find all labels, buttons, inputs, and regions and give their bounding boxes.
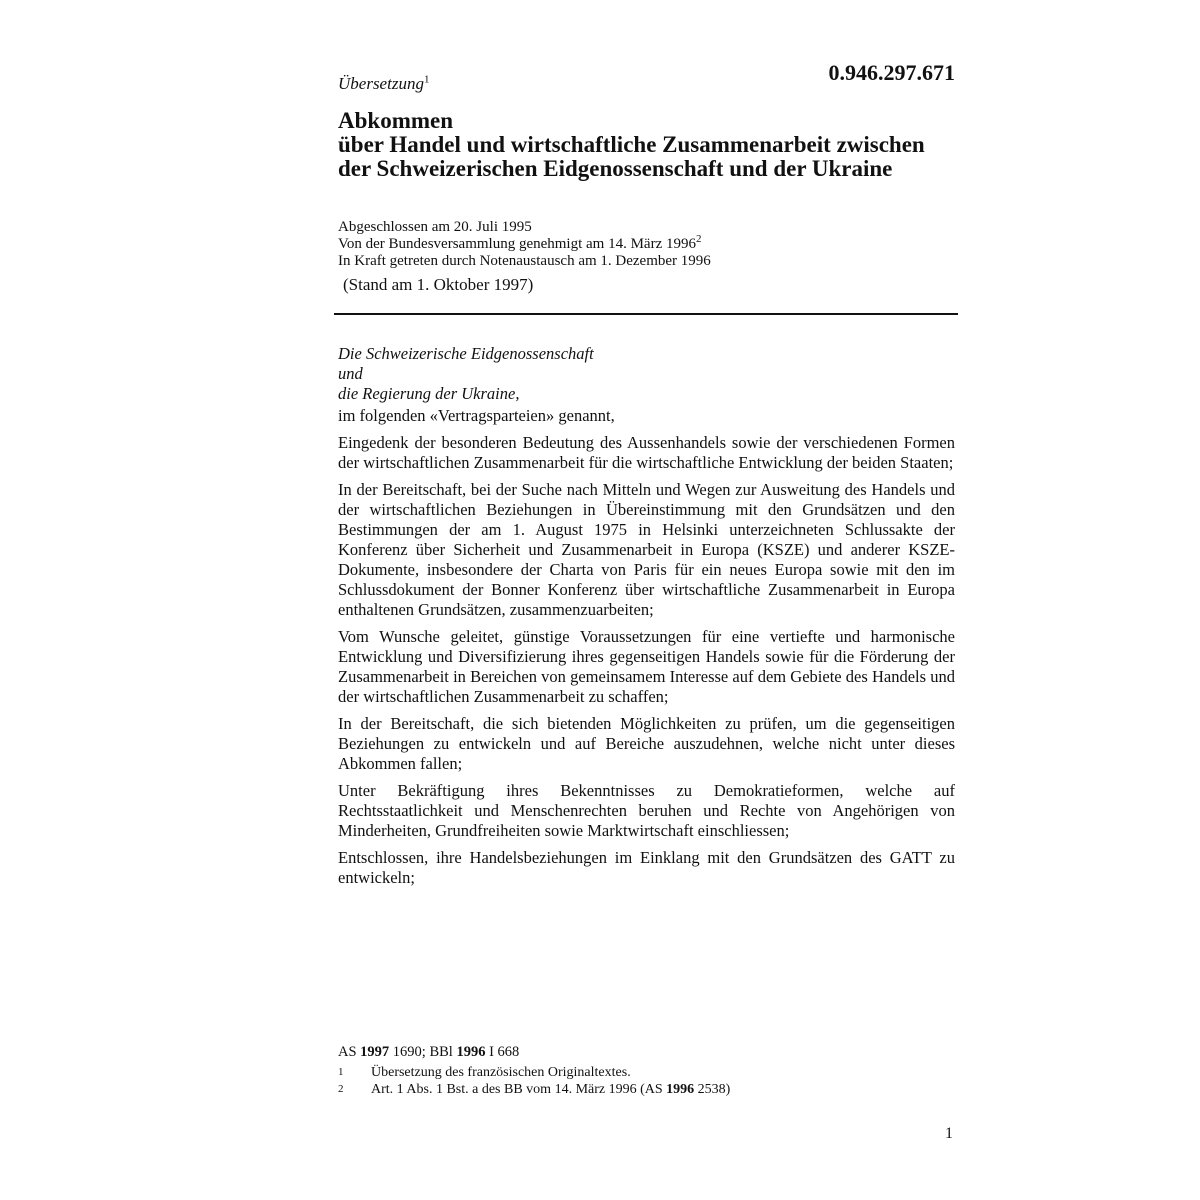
in-force-date: In Kraft getreten durch Notenaustausch am 1. Dezember 1996 [338,253,711,269]
footnotes [338,1064,730,1098]
preamble-paragraph: im folgenden «Vertragsparteien» genannt, [338,406,615,425]
footnote-number: 1 [338,1066,344,1078]
preamble-paragraph: In der Bereitschaft, bei der Suche nach Mitteln und Wegen zur Ausweitung des Handels und der wirtschaftlichen Beziehungen in Übereinstimmung mit den Grundsätzen und den Bestimmungen der am 1. August 1975 in Helsinki unterzeichneten Schlussakte der Konferenz über Sicherheit und Zusammenarbeit in Europa (KSZE) und anderer KSZE-Dokumente, insbesondere der Charta von Paris für ein neues Europa sowie mit den im Schlussdokument der Bonner Konferenz über wirtschaftliche Zusammenarbeit in Europa enthaltenen Grundsätzen, zusammenzuarbeiten; [338,480,955,619]
footnote-text-prefix: Art. 1 Abs. 1 Bst. a des BB vom 14. März 1996 (AS [371,1082,667,1097]
party-2: die Regierung der Ukraine, [338,384,520,403]
party-conjunction: und [338,364,363,383]
source-mid: 1690; BBl [389,1044,457,1060]
footnote-ref-1: 1 [423,73,430,86]
header-divider [334,313,958,315]
preamble-paragraph: Eingedenk der besonderen Bedeutung des Aussenhandels sowie der verschiedenen Formen der wirtschaftlichen Zusammenarbeit für die wirtschaftliche Entwicklung der beiden Staaten; [338,433,955,472]
translation-text: Übersetzung [338,74,424,93]
footnote-text [371,1081,730,1098]
contracting-parties [338,344,955,404]
footnote-text-bold: 1996 [666,1082,695,1097]
footnote-number: 2 [338,1083,344,1095]
status-date: (Stand am 1. Oktober 1997) [343,275,534,294]
footnote-ref-2: 2 [696,233,702,245]
document-metadata [338,219,711,270]
source-reference [338,1044,519,1061]
footnote-text-suffix: 2538) [694,1082,731,1097]
preamble-paragraph: Entschlossen, ihre Handelsbeziehungen im Einklang mit den Grundsätzen des GATT zu entwickeln; [338,848,955,887]
source-year-1: 1997 [360,1044,390,1060]
page-number: 1 [945,1125,953,1142]
approval-text: Von der Bundesversammlung genehmigt am 14. März 1996 [338,236,696,252]
source-suffix: I 668 [485,1044,520,1060]
source-year-2: 1996 [456,1044,486,1060]
preamble-paragraph: In der Bereitschaft, die sich bietenden Möglichkeiten zu prüfen, um die gegenseitigen Beziehungen zu entwickeln und auf Bereiche auszudehnen, welche nicht unter dieses Abkommen fallen; [338,714,955,773]
footnote-2 [338,1081,730,1098]
preamble-paragraph: Unter Bekräftigung ihres Bekenntnisses zu Demokratieformen, welche auf Rechtsstaatlichkeit und Menschenrechten beruhen und Rechte von Angehörigen von Minderheiten, Grundfreiheiten sowie Marktwirtschaft einschliessen; [338,781,955,840]
approval-date [338,233,711,253]
footnote-1 [338,1064,730,1081]
translation-label [338,74,429,94]
title-line-1: Abkommen [338,108,454,133]
sr-number: 0.946.297.671 [828,60,955,85]
concluded-date: Abgeschlossen am 20. Juli 1995 [338,219,532,235]
footnote-text: Übersetzung des französischen Originaltextes. [371,1065,631,1080]
source-prefix: AS [338,1044,361,1060]
preamble-paragraph: Vom Wunsche geleitet, günstige Voraussetzungen für eine vertiefte und harmonische Entwicklung und Diversifizierung ihres gegenseitigen Handels sowie für die Förderung der Zusammenarbeit in Bereichen von gemeinsamem Interesse auf dem Gebiete des Handels und der wirtschaftlichen Zusammenarbeit zu schaffen; [338,627,955,706]
document-title [338,109,978,181]
title-line-2: über Handel und wirtschaftliche Zusammenarbeit zwischen [338,132,925,157]
party-1: Die Schweizerische Eidgenossenschaft [338,344,594,363]
preamble [338,344,955,895]
title-line-3: der Schweizerischen Eidgenossenschaft und der Ukraine [338,156,893,181]
